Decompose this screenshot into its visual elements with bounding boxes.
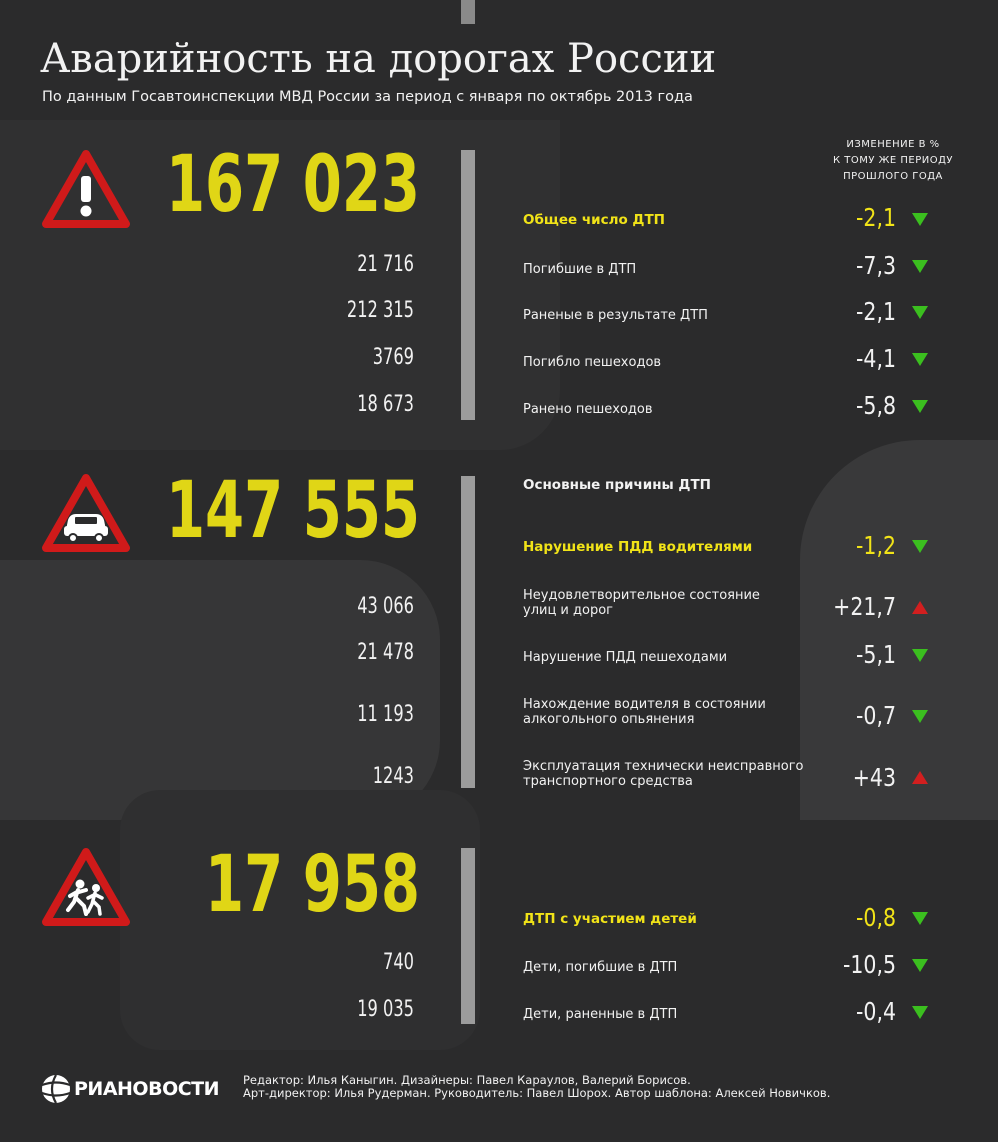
globe-icon <box>40 1074 74 1104</box>
down-arrow-icon <box>911 957 929 973</box>
down-arrow-icon <box>911 304 929 320</box>
down-arrow-icon <box>911 910 929 926</box>
credits-line: Арт-директор: Илья Рудерман. Руководитель: Павел Шорох. Автор шаблона: Алексей Новичков. <box>243 1086 831 1100</box>
big-number-children-accidents: 17 958 <box>205 840 420 930</box>
row-label: ДТП с участием детей <box>523 911 697 927</box>
road-divider <box>461 476 475 788</box>
row-percent: -0,7 <box>855 701 896 730</box>
row-percent: -7,3 <box>855 251 896 280</box>
row-percent: -2,1 <box>855 297 896 326</box>
big-number-main-causes: 147 555 <box>165 466 420 556</box>
row-label: Нарушение ПДД пешеходами <box>523 650 728 665</box>
down-arrow-icon <box>911 538 929 554</box>
credits-line: Редактор: Илья Каныгин. Дизайнеры: Павел Караулов, Валерий Борисов. <box>243 1073 691 1087</box>
row-label: Ранено пешеходов <box>523 402 653 417</box>
row-percent: -5,1 <box>855 640 896 669</box>
row-number: 18 673 <box>357 392 414 417</box>
up-arrow-icon <box>911 770 929 786</box>
row-percent: +21,7 <box>833 592 896 621</box>
page-subtitle: По данным Госавтоинспекции МВД России за период с января по октябрь 2013 года <box>42 89 693 105</box>
row-label: Погибшие в ДТП <box>523 262 637 277</box>
row-number: 740 <box>383 950 414 975</box>
row-percent: -4,1 <box>855 344 896 373</box>
road-divider <box>461 150 475 420</box>
row-number: 212 315 <box>346 298 414 323</box>
row-percent: -5,8 <box>855 391 896 420</box>
page-title: Аварийность на дорогах России <box>40 36 717 82</box>
row-label: Общее число ДТП <box>523 212 665 228</box>
row-label: Неудовлетворительное состояние улиц и дорог <box>523 588 760 618</box>
down-arrow-icon <box>911 398 929 414</box>
row-number: 43 066 <box>357 594 414 619</box>
row-percent: +43 <box>852 763 896 792</box>
change-header-line: ПРОШЛОГО ГОДА <box>843 171 943 182</box>
row-label: Погибло пешеходов <box>523 355 662 370</box>
change-header-line: К ТОМУ ЖЕ ПЕРИОДУ <box>832 155 954 166</box>
row-percent: -0,4 <box>855 997 896 1026</box>
row-label: Нарушение ПДД водителями <box>523 539 753 555</box>
down-arrow-icon <box>911 647 929 663</box>
row-number: 3769 <box>372 345 414 370</box>
credits <box>243 1074 830 1100</box>
row-percent: -0,8 <box>855 903 896 932</box>
row-number: 11 193 <box>357 702 414 727</box>
down-arrow-icon <box>911 351 929 367</box>
row-number: 19 035 <box>357 997 414 1022</box>
down-arrow-icon <box>911 211 929 227</box>
row-label: Дети, раненные в ДТП <box>523 1007 678 1022</box>
up-arrow-icon <box>911 600 929 616</box>
row-number: 21 478 <box>357 640 414 665</box>
road-marking-top <box>461 0 475 24</box>
row-number: 21 716 <box>357 252 414 277</box>
section-header: Основные причины ДТП <box>523 477 711 493</box>
row-number: 1243 <box>372 764 414 789</box>
row-percent: -10,5 <box>842 950 896 979</box>
ria-novosti-logo <box>40 1074 230 1104</box>
logo-text: РИАНОВОСТИ <box>74 1078 220 1100</box>
road-divider <box>461 848 475 1024</box>
row-label: Раненые в результате ДТП <box>523 308 708 323</box>
row-label: Дети, погибшие в ДТП <box>523 960 678 975</box>
down-arrow-icon <box>911 258 929 274</box>
down-arrow-icon <box>911 1004 929 1020</box>
row-label: Эксплуатация технически неисправного транспортного средства <box>523 759 804 789</box>
change-header-line: ИЗМЕНЕНИЕ В % <box>846 139 940 150</box>
row-label: Нахождение водителя в состоянии алкогольного опьянения <box>523 697 766 727</box>
row-percent: -2,1 <box>855 203 896 232</box>
row-percent: -1,2 <box>855 531 896 560</box>
down-arrow-icon <box>911 708 929 724</box>
change-column-header <box>818 137 968 185</box>
big-number-total-accidents: 167 023 <box>165 140 420 230</box>
